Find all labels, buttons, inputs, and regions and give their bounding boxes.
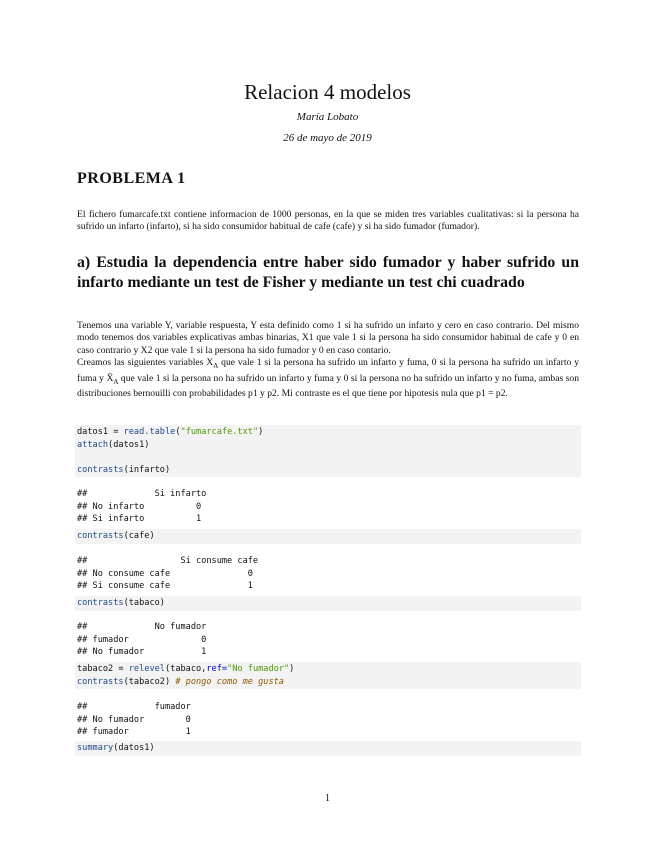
code-line	[77, 530, 579, 543]
code-token: (cafe)	[123, 531, 155, 541]
code-function: contrasts	[77, 598, 124, 608]
text-run: Creamos las siguientes variables X	[77, 357, 214, 369]
code-chunk-contrasts-cafe	[75, 529, 581, 544]
code-function: contrasts	[77, 464, 124, 475]
intro-paragraph: El fichero fumarcafe.txt contiene informacion de 1000 personas, en la que se miden tres variables cualitativas: si la persona ha sufrido un infarto (infarto), si ha sido consumidor habitual de cafe (cafe) y si ha sido fumador (fumador).	[77, 209, 579, 233]
code-line	[77, 742, 579, 755]
code-chunk-summary	[75, 741, 581, 756]
output-tabaco2: ## fumador ## No fumador 0 ## fumador 1	[77, 702, 191, 738]
paragraph-variables: Tenemos una variable Y, variable respuesta, Y esta definido como 1 si ha sufrido un infarto y cero en caso contrario. Del mismo modo tenemos dos variables explicativas ambas binarias, X1 que vale 1 si la persona ha sido consumidor habitual de cafe y 0 en caso contrario y X2 que vale 1 si la persona ha sido fumador y 0 en caso contario.	[77, 320, 579, 356]
code-line	[77, 597, 579, 610]
output-tabaco: ## No fumador ## fumador 0 ## No fumador 1	[77, 622, 207, 658]
code-line	[77, 676, 579, 689]
code-chunk-relevel	[75, 662, 581, 689]
output-cafe: ## Si consume cafe ## No consume cafe 0 ## Si consume cafe 1	[77, 556, 259, 592]
code-token: (tabaco2)	[123, 676, 176, 687]
code-token: (datos1)	[113, 743, 155, 753]
document-author: María Lobato	[296, 111, 359, 123]
page-number: 1	[325, 793, 330, 804]
paragraph-hypothesis	[77, 357, 579, 400]
code-function: contrasts	[77, 676, 124, 687]
subsection-heading: a) Estudia la dependencia entre haber sido fumador y haber sufrido un infarto mediante un test de Fisher y mediante un test chi cuadrado	[77, 254, 579, 291]
code-function: read.table	[123, 427, 176, 437]
code-function: attach	[77, 439, 109, 450]
code-comment: # pongo como me gusta	[175, 676, 284, 687]
code-token: (	[175, 427, 181, 437]
code-token: (tabaco)	[123, 598, 165, 608]
code-token: datos1 =	[77, 427, 124, 437]
document-title: Relacion 4 modelos	[244, 80, 411, 104]
body-paragraph	[77, 320, 579, 400]
code-line	[77, 663, 579, 676]
code-function: contrasts	[77, 531, 124, 541]
code-string: "No fumador"	[227, 664, 290, 674]
subscript: A	[113, 377, 119, 386]
code-chunk-contrasts-tabaco	[75, 596, 581, 611]
subscript: A	[213, 362, 219, 371]
text-run: que vale 1 si la persona ha sufrido un infarto y fuma, 0 si la persona ha sufrido un infarto y fuma y X̄	[77, 357, 579, 384]
code-string: "fumarcafe.txt"	[180, 427, 259, 437]
code-argument: ref=	[206, 664, 228, 674]
code-function: relevel	[128, 664, 165, 674]
section-heading: PROBLEMA 1	[77, 170, 186, 187]
document-date: 26 de mayo de 2019	[283, 132, 372, 144]
code-token: (datos1)	[108, 439, 150, 450]
code-line	[77, 439, 579, 452]
code-line	[77, 426, 579, 439]
code-token: )	[289, 664, 295, 674]
code-function: summary	[77, 743, 114, 753]
code-line	[77, 451, 579, 464]
text-run: que vale 1 si la persona no ha sufrido un infarto y fuma y 0 si la persona no ha sufrido un infarto y no fuma, ambas son distribuciones bernouilli con probabilidades p1 y p2. Mi contraste es el que tiene por hipotesis nula que p1 = p2.	[77, 372, 580, 399]
code-token: )	[258, 427, 264, 437]
code-token: (infarto)	[123, 464, 171, 475]
output-infarto: ## Si infarto ## No infarto 0 ## Si infarto 1	[77, 489, 207, 525]
code-chunk-read-data	[75, 425, 581, 477]
code-token: (tabaco,	[164, 664, 207, 674]
code-line	[77, 464, 579, 477]
code-token: tabaco2 =	[77, 664, 129, 674]
